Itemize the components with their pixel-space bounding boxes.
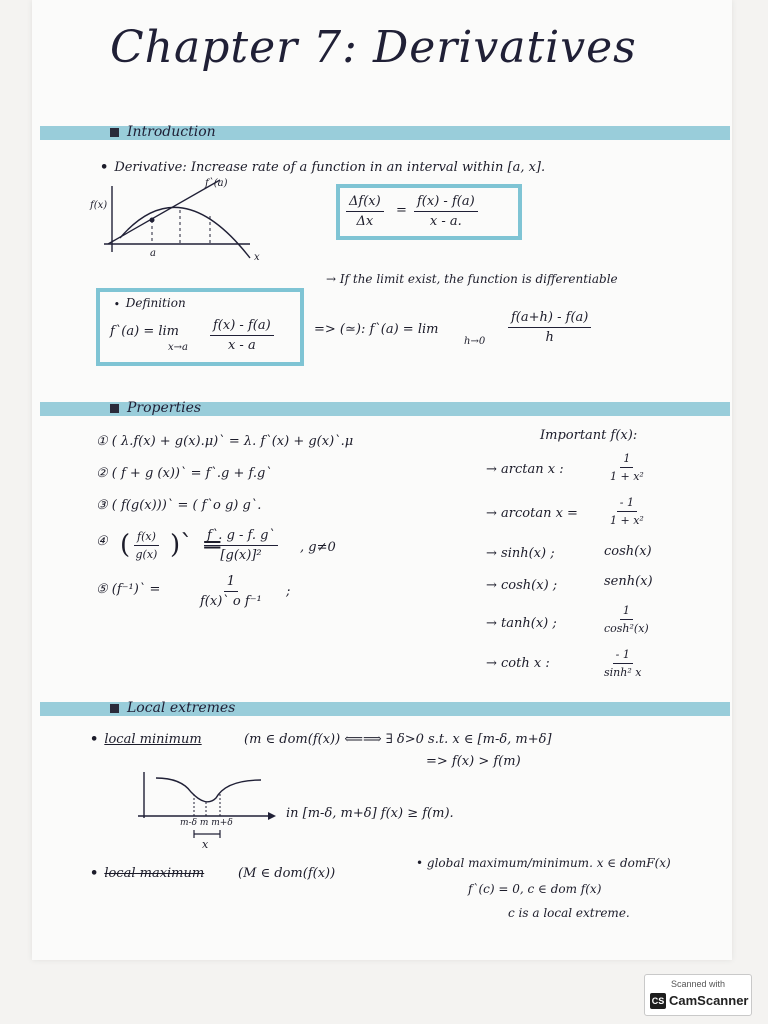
alternate-lhs: => (≃): f`(a) = lim <box>314 322 439 337</box>
important-arctan-label: → arctan x : <box>486 462 564 477</box>
property-4-inner-fraction <box>134 530 159 561</box>
alternate-fraction <box>508 310 591 345</box>
important-tanh-fraction <box>604 604 649 635</box>
property-1: ① ( λ.f(x) + g(x).μ)` = λ. f`(x) + g(x)`.μ <box>96 434 354 449</box>
property-4-tail: , g≠0 <box>300 540 336 555</box>
definition-title <box>114 296 186 310</box>
tanh-numerator: 1 <box>620 604 633 620</box>
important-cosh-value: senh(x) <box>604 574 653 589</box>
property-5-denominator: f(x)` o f⁻¹ <box>200 594 262 609</box>
local-graph-ticks: m-δ m m+δ <box>180 818 233 828</box>
alternate-numerator: f(a+h) - f(a) <box>508 310 591 328</box>
page-title: Chapter 7: Derivatives <box>110 22 637 73</box>
definition-fraction <box>210 318 274 353</box>
differentiable-note: → If the limit exist, the function is differentiable <box>326 272 618 286</box>
difference-numerator: f(x) - f(a) <box>414 194 478 212</box>
property-4-inner-den: g(x) <box>135 548 158 561</box>
section-square-icon <box>110 704 119 713</box>
graph-label-a: a <box>150 248 156 259</box>
property-4-open-paren: ( <box>120 530 131 560</box>
definition-denominator: x - a <box>227 338 256 353</box>
property-4-lead: ④ <box>96 534 108 549</box>
definition-lhs: f`(a) = lim <box>110 324 180 339</box>
property-5-fraction <box>200 574 262 609</box>
important-arccotan-fraction <box>610 496 644 527</box>
global-extreme-result: c is a local extreme. <box>508 906 630 920</box>
important-sinh-label: → sinh(x) ; <box>486 546 555 561</box>
difference-fraction <box>414 194 478 229</box>
delta-numerator: Δf(x) <box>346 194 384 212</box>
property-2: ② ( f + g (x))` = f`.g + f.g` <box>96 466 272 481</box>
local-maximum-label: local maximum <box>104 866 205 881</box>
section-label: Local extremes <box>127 700 236 716</box>
property-4-close-paren: )` = <box>170 530 224 560</box>
local-maximum-definition: (M ∈ dom(f(x)) <box>238 866 336 881</box>
section-square-icon <box>110 128 119 137</box>
derivative-line <box>100 160 545 175</box>
local-minimum-graph <box>136 768 276 848</box>
scanned-with-text: Scanned with <box>670 979 726 989</box>
property-5-tail: ; <box>286 584 291 599</box>
local-minimum-line <box>90 732 202 747</box>
important-coth-fraction <box>604 648 641 679</box>
derivative-text: Derivative: Increase rate of a function in an interval within [a, x]. <box>114 160 546 175</box>
local-graph-x: x <box>202 838 209 851</box>
important-arccotan-label: → arcotan x = <box>486 506 578 521</box>
coth-denominator: sinh² x <box>604 666 642 679</box>
bullet-icon: • <box>90 866 99 881</box>
property-3: ③ ( f(g(x)))` = ( f`o g) g`. <box>96 498 262 513</box>
alternate-limit-sub: h→0 <box>464 336 486 347</box>
global-extreme-condition: f`(c) = 0, c ∈ dom f(x) <box>468 882 602 896</box>
property-5-numerator: 1 <box>224 574 238 592</box>
important-tanh-label: → tanh(x) ; <box>486 616 557 631</box>
important-coth-label: → coth x : <box>486 656 550 671</box>
section-heading-local-extremes <box>110 700 235 716</box>
arctan-numerator: 1 <box>620 452 633 468</box>
camscanner-logo-icon: CS <box>650 993 666 1009</box>
alternate-denominator: h <box>545 330 554 345</box>
local-minimum-implication: => f(x) > f(m) <box>426 754 521 769</box>
arctan-denominator: 1 + x² <box>610 470 644 483</box>
camscanner-watermark <box>644 974 752 1016</box>
bullet-icon: • <box>100 160 109 175</box>
arccotan-denominator: 1 + x² <box>610 514 644 527</box>
definition-title-text: Definition <box>125 296 186 310</box>
camscanner-brand: CamScanner <box>669 993 749 1008</box>
important-arctan-fraction <box>610 452 644 483</box>
important-cosh-label: → cosh(x) ; <box>486 578 558 593</box>
graph-label-fa: f`(a) <box>205 178 228 189</box>
difference-denominator: x - a. <box>429 214 462 229</box>
arccotan-numerator: - 1 <box>617 496 637 512</box>
local-minimum-label: local minimum <box>104 732 202 747</box>
property-4-fraction <box>204 528 278 563</box>
property-4-inner-num: f(x) <box>134 530 159 546</box>
section-heading-properties <box>110 400 201 416</box>
section-label: Properties <box>127 400 202 416</box>
delta-denominator: Δx <box>356 214 374 229</box>
local-maximum-line <box>90 866 204 881</box>
section-square-icon <box>110 404 119 413</box>
graph-label-fx: f(x) <box>90 200 108 211</box>
tanh-denominator: cosh²(x) <box>604 622 649 635</box>
local-graph-note: in [m-δ, m+δ] f(x) ≥ f(m). <box>286 806 454 821</box>
definition-limit-sub: x→a <box>168 342 188 353</box>
coth-numerator: - 1 <box>613 648 633 664</box>
definition-numerator: f(x) - f(a) <box>210 318 274 336</box>
property-4-denominator: [g(x)]² <box>220 548 262 563</box>
important-title: Important f(x): <box>540 428 638 443</box>
box-equals: = <box>396 203 407 218</box>
property-4-numerator: f`. g - f. g` <box>204 528 278 546</box>
derivative-graph <box>100 178 270 268</box>
bullet-icon: • <box>114 300 120 310</box>
important-sinh-value: cosh(x) <box>604 544 652 559</box>
delta-fraction <box>346 194 384 229</box>
section-heading-introduction <box>110 124 216 140</box>
section-label: Introduction <box>127 124 216 140</box>
bullet-icon: • <box>90 732 99 747</box>
graph-label-x: x <box>254 252 260 263</box>
property-5-lead: ⑤ (f⁻¹)` = <box>96 582 161 597</box>
global-extreme-line: • global maximum/minimum. x ∈ domF(x) <box>416 856 671 870</box>
local-minimum-definition: (m ∈ dom(f(x)) ⟸⟹ ∃ δ>0 s.t. x ∈ [m-δ, m+δ] <box>244 732 552 747</box>
